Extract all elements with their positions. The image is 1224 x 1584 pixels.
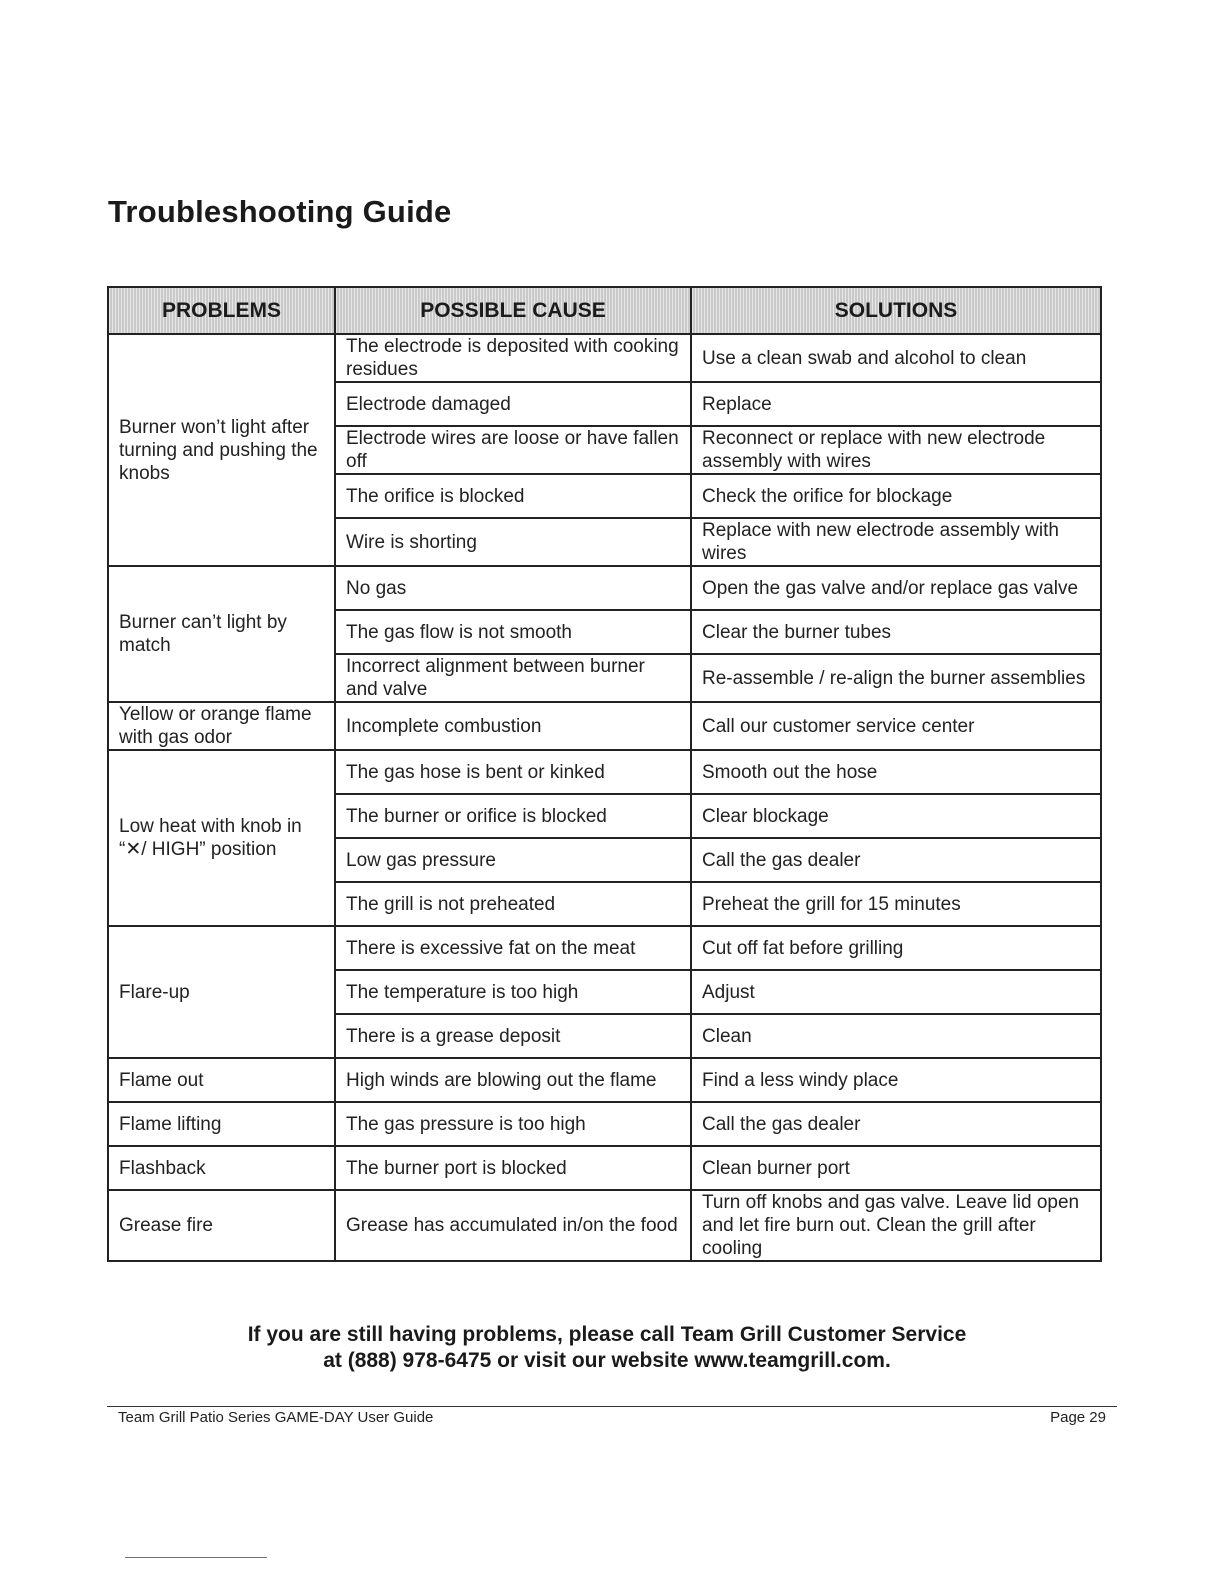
footer-guide-title: Team Grill Patio Series GAME-DAY User Guide (118, 1409, 434, 1426)
note-line-1: If you are still having problems, please call Team Grill Customer Service (247, 1323, 967, 1346)
cause-cell: Incorrect alignment between burner and valve (335, 654, 691, 702)
solution-cell: Clear the burner tubes (691, 610, 1101, 654)
cause-cell: The burner or orifice is blocked (335, 794, 691, 838)
problem-cell: Flare-up (108, 926, 335, 1058)
page-title: Troubleshooting Guide (108, 194, 452, 229)
problem-cell: Burner can’t light by match (108, 566, 335, 702)
cause-cell: The gas pressure is too high (335, 1102, 691, 1146)
solution-cell: Turn off knobs and gas valve. Leave lid open and let fire burn out. Clean the grill after cooling (691, 1190, 1101, 1261)
header-possible-cause: POSSIBLE CAUSE (335, 287, 691, 334)
cause-cell: No gas (335, 566, 691, 610)
problem-cell: Grease fire (108, 1190, 335, 1261)
cause-cell: Electrode wires are loose or have fallen off (335, 426, 691, 474)
cause-cell: There is a grease deposit (335, 1014, 691, 1058)
table-row (108, 566, 1101, 610)
cause-cell: Wire is shorting (335, 518, 691, 566)
solution-cell: Replace with new electrode assembly with wires (691, 518, 1101, 566)
table-row (108, 1190, 1101, 1261)
solution-cell: Use a clean swab and alcohol to clean (691, 334, 1101, 382)
problem-cell: Flame lifting (108, 1102, 335, 1146)
header-solutions: SOLUTIONS (691, 287, 1101, 334)
solution-cell: Call our customer service center (691, 702, 1101, 750)
problem-cell: Flashback (108, 1146, 335, 1190)
cause-cell: The electrode is deposited with cooking residues (335, 334, 691, 382)
table-body (108, 334, 1101, 1261)
problem-cell: Flame out (108, 1058, 335, 1102)
cause-cell: Grease has accumulated in/on the food (335, 1190, 691, 1261)
troubleshooting-table (107, 286, 1102, 1262)
cause-cell: The gas hose is bent or kinked (335, 750, 691, 794)
table-row (108, 702, 1101, 750)
cause-cell: High winds are blowing out the flame (335, 1058, 691, 1102)
solution-cell: Open the gas valve and/or replace gas valve (691, 566, 1101, 610)
cause-cell: The temperature is too high (335, 970, 691, 1014)
cause-cell: The orifice is blocked (335, 474, 691, 518)
customer-service-note (0, 1322, 1214, 1374)
problem-cell: Burner won’t light after turning and pushing the knobs (108, 334, 335, 566)
solution-cell: Clear blockage (691, 794, 1101, 838)
table-row (108, 926, 1101, 970)
footer-page-number: Page 29 (1050, 1409, 1106, 1426)
solution-cell: Call the gas dealer (691, 838, 1101, 882)
table-row (108, 750, 1101, 794)
problem-cell: Yellow or orange flame with gas odor (108, 702, 335, 750)
solution-cell: Reconnect or replace with new electrode assembly with wires (691, 426, 1101, 474)
cause-cell: Low gas pressure (335, 838, 691, 882)
table-row (108, 334, 1101, 382)
solution-cell: Replace (691, 382, 1101, 426)
solution-cell: Adjust (691, 970, 1101, 1014)
cause-cell: The burner port is blocked (335, 1146, 691, 1190)
cause-cell: There is excessive fat on the meat (335, 926, 691, 970)
note-line-2: at (888) 978-6475 or visit our website www.teamgrill.com. (323, 1349, 891, 1372)
header-row (108, 287, 1101, 334)
cause-cell: The grill is not preheated (335, 882, 691, 926)
table-row (108, 1102, 1101, 1146)
solution-cell: Check the orifice for blockage (691, 474, 1101, 518)
problem-cell: Low heat with knob in “✕/ HIGH” position (108, 750, 335, 926)
footer-divider (107, 1406, 1117, 1407)
solution-cell: Find a less windy place (691, 1058, 1101, 1102)
scan-divider (125, 1557, 267, 1558)
solution-cell: Smooth out the hose (691, 750, 1101, 794)
cause-cell: Electrode damaged (335, 382, 691, 426)
solution-cell: Preheat the grill for 15 minutes (691, 882, 1101, 926)
table-row (108, 1146, 1101, 1190)
cause-cell: Incomplete combustion (335, 702, 691, 750)
solution-cell: Re-assemble / re-align the burner assemblies (691, 654, 1101, 702)
table-row (108, 1058, 1101, 1102)
header-problems: PROBLEMS (108, 287, 335, 334)
solution-cell: Call the gas dealer (691, 1102, 1101, 1146)
solution-cell: Cut off fat before grilling (691, 926, 1101, 970)
solution-cell: Clean (691, 1014, 1101, 1058)
cause-cell: The gas flow is not smooth (335, 610, 691, 654)
solution-cell: Clean burner port (691, 1146, 1101, 1190)
table-header (108, 287, 1101, 334)
